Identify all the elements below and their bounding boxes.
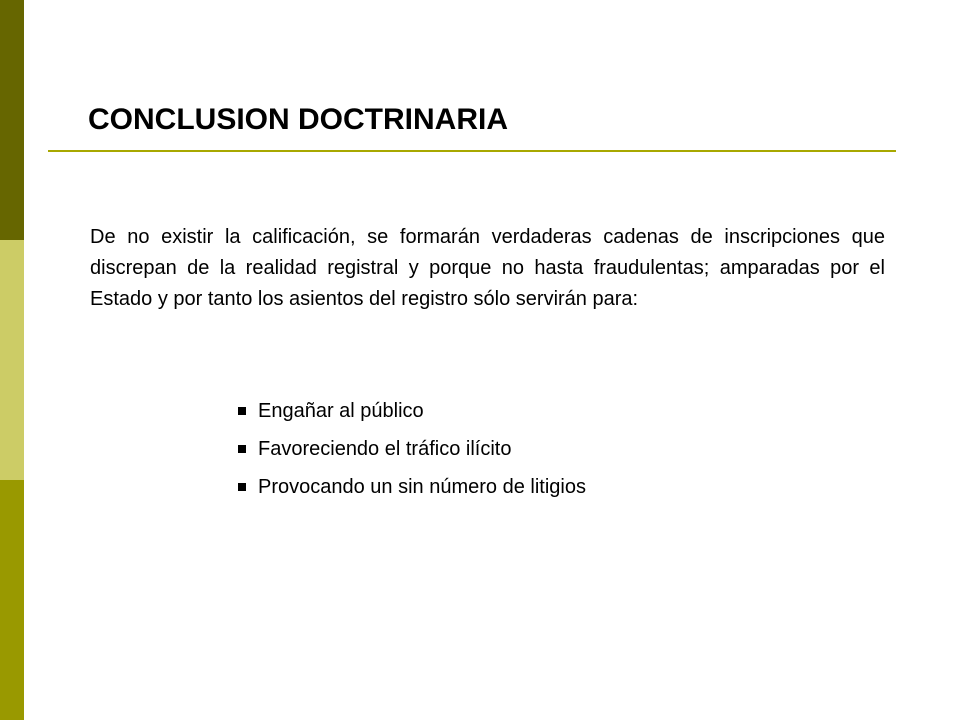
bullet-item: [238, 395, 586, 427]
sidebar-band-light: [0, 240, 24, 480]
bullet-text: Favoreciendo el tráfico ilícito: [258, 438, 512, 460]
bullet-text: Provocando un sin número de litigios: [258, 476, 586, 498]
square-bullet-icon: [238, 483, 246, 491]
slide-title: CONCLUSION DOCTRINARIA: [88, 103, 508, 136]
bullet-item: [238, 433, 586, 465]
bullet-item: [238, 471, 586, 503]
bullet-list: [238, 395, 586, 509]
square-bullet-icon: [238, 407, 246, 415]
title-underline: [48, 150, 896, 152]
square-bullet-icon: [238, 445, 246, 453]
body-paragraph: De no existir la calificación, se formarán verdaderas cadenas de inscripciones que discrepan de la realidad registral y porque no hasta fraudulentas; amparadas por el Estado y por tanto los asientos del registro sólo servirán para:: [90, 226, 885, 310]
sidebar-band-olive: [0, 480, 24, 720]
sidebar-band-dark: [0, 0, 24, 240]
bullet-text: Engañar al público: [258, 400, 424, 422]
